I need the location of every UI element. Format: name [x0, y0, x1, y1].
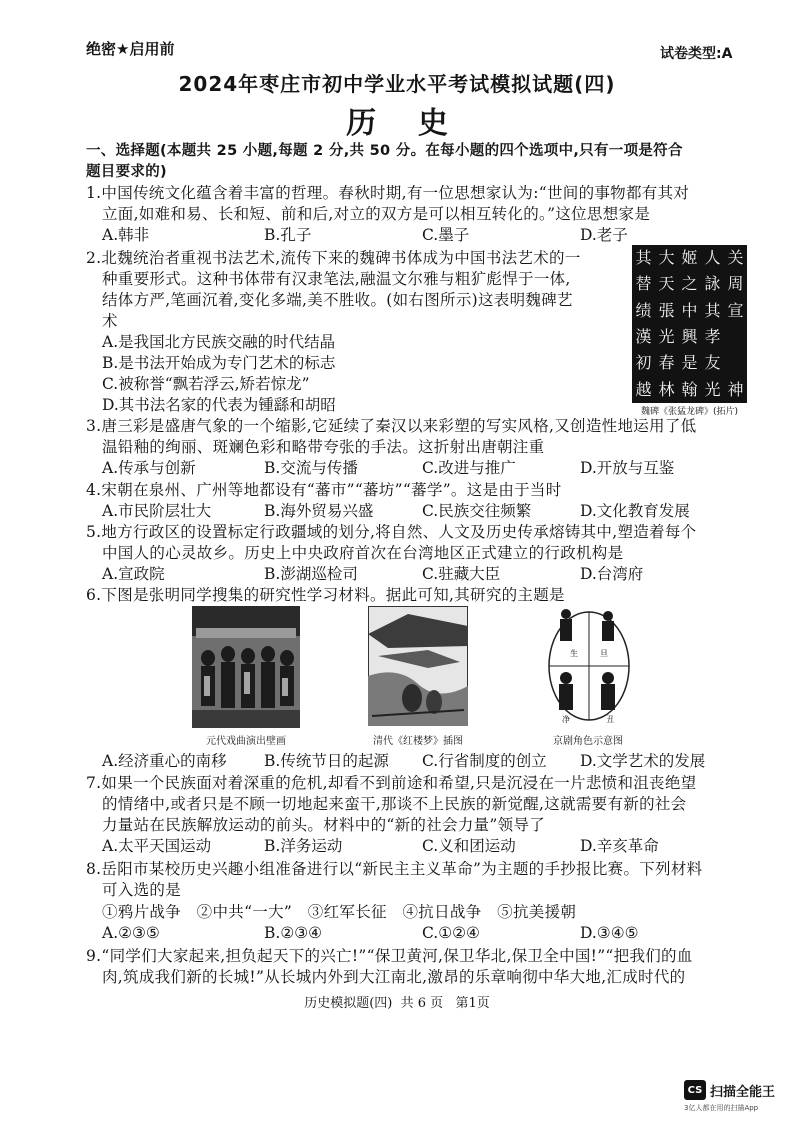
section-heading-cont: 题目要求的) [86, 164, 167, 180]
question-3-text: 3.唐三彩是盛唐气象的一个缩影,它延续了秦汉以来彩塑的写实风格,又创造性地运用了低 [86, 417, 697, 435]
question-3-option-d: D.开放与互鉴 [580, 459, 675, 477]
question-2-text: 术 [102, 312, 118, 330]
question-1-option-c: C.墨子 [422, 226, 470, 244]
question-2-option-c: C.被称誉“飘若浮云,矫若惊龙” [102, 375, 310, 393]
page-footer: 历史模拟题(四) 共 6 页 第1页 [304, 996, 490, 1011]
paper-type: 试卷类型:A [660, 46, 733, 62]
question-4-option-b: B.海外贸易兴盛 [264, 502, 374, 520]
question-5-text: 5.地方行政区的设置标定行政疆域的划分,将自然、人文及历史传承熔铸其中,塑造着每个 [86, 523, 697, 541]
scanner-app-name: 扫描全能王 [710, 1085, 776, 1100]
yuan-opera-mural-image [192, 606, 300, 728]
question-1-text: 1.中国传统文化蕴含着丰富的哲理。春秋时期,有一位思想家认为:“世间的事物都有其对 [86, 184, 690, 202]
peking-opera-roles-caption: 京剧角色示意图 [553, 736, 623, 747]
question-7-option-b: B.洋务运动 [264, 837, 343, 855]
question-8-text: 可入选的是 [102, 881, 182, 899]
question-3-option-c: C.改进与推广 [422, 459, 516, 477]
yuan-opera-mural-caption: 元代戏曲演出壁画 [206, 736, 286, 747]
subject-title: 历 史 [346, 106, 448, 141]
question-5-option-c: C.驻藏大臣 [422, 565, 501, 583]
question-9-text: 肉,筑成我们新的长城!”从长城内外到大江南北,激昂的乐章响彻中华大地,汇成时代的 [102, 968, 686, 986]
role-label-jing: 净 [562, 715, 570, 724]
exam-title: 2024年枣庄市初中学业水平考试模拟试题(四) [178, 72, 616, 96]
question-5-option-b: B.澎湖巡检司 [264, 565, 358, 583]
question-8-materials: ①鸦片战争 ②中共“一大” ③红军长征 ④抗日战争 ⑤抗美援朝 [102, 903, 577, 921]
hongloumeng-illustration-image [368, 606, 468, 726]
question-3-text: 温铅釉的绚丽、斑斓色彩和略带夸张的手法。这折射出唐朝注重 [102, 438, 545, 456]
question-8-text: 8.岳阳市某校历史兴趣小组准备进行以“新民主主义革命”为主题的手抄报比赛。下列材料 [86, 860, 703, 878]
question-5-text: 中国人的心灵故乡。历史上中央政府首次在台湾地区正式建立的行政机构是 [102, 544, 624, 562]
question-2-text: 2.北魏统治者重视书法艺术,流传下来的魏碑书体成为中国书法艺术的一 [86, 249, 581, 267]
peking-opera-roles-diagram [544, 604, 634, 728]
question-2-text: 结体方严,笔画沉着,变化多端,美不胜收。(如右图所示)这表明魏碑艺 [102, 291, 573, 309]
role-label-dan: 旦 [600, 649, 608, 658]
question-4-option-d: D.文化教育发展 [580, 502, 690, 520]
question-1-option-b: B.孔子 [264, 226, 312, 244]
wei-stele-rubbing-image: 其 大 姬 人 关 替 天 之 詠 周 绩 張 中 其 宣 漢 光 興 孝 初 春 是 友 越 林 翰 光 神 [632, 245, 747, 403]
section-heading: 一、选择题(本题共 25 小题,每题 2 分,共 50 分。在每小题的四个选项中,只有一项是符合 [86, 143, 683, 159]
question-7-option-a: A.太平天国运动 [102, 837, 212, 855]
scanner-logo-icon: CS [684, 1080, 706, 1100]
question-3-option-b: B.交流与传播 [264, 459, 358, 477]
question-7-text: 力量站在民族解放运动的前头。材料中的“新的社会力量”领导了 [102, 816, 546, 834]
question-2-option-a: A.是我国北方民族交融的时代结晶 [102, 333, 336, 351]
question-6-option-a: A.经济重心的南移 [102, 752, 227, 770]
question-7-option-d: D.辛亥革命 [580, 837, 659, 855]
question-8-option-c: C.①②④ [422, 924, 480, 942]
question-5-option-a: A.宣政院 [102, 565, 165, 583]
question-1-option-d: D.老子 [580, 226, 628, 244]
question-6-option-c: C.行省制度的创立 [422, 752, 547, 770]
question-4-option-c: C.民族交往频繁 [422, 502, 532, 520]
question-1-text: 立面,如难和易、长和短、前和后,对立的双方是可以相互转化的。”这位思想家是 [102, 205, 651, 223]
question-2-text: 种重要形式。这种书体带有汉隶笔法,融温文尔雅与粗犷彪悍于一体, [102, 270, 571, 288]
question-3-option-a: A.传承与创新 [102, 459, 196, 477]
question-5-option-d: D.台湾府 [580, 565, 644, 583]
role-label-chou: 丑 [606, 715, 614, 724]
question-4-option-a: A.市民阶层壮大 [102, 502, 212, 520]
role-label-sheng: 生 [570, 649, 578, 658]
hongloumeng-illustration-caption: 清代《红楼梦》插图 [373, 736, 463, 747]
confidential-mark: 绝密★启用前 [86, 40, 175, 58]
question-6-text: 6.下图是张明同学搜集的研究性学习材料。据此可知,其研究的主题是 [86, 586, 565, 604]
question-7-text: 的情绪中,或者只是不顾一切地起来蛮干,那谈不上民族的新觉醒,这就需要有新的社会 [102, 795, 687, 813]
question-2-option-b: B.是书法开始成为专门艺术的标志 [102, 354, 336, 372]
question-4-text: 4.宋朝在泉州、广州等地都设有“蕃市”“蕃坊”“蕃学”。这是由于当时 [86, 481, 562, 499]
question-6-option-d: D.文学艺术的发展 [580, 752, 706, 770]
question-8-option-b: B.②③④ [264, 924, 323, 942]
question-7-option-c: C.义和团运动 [422, 837, 516, 855]
question-1-option-a: A.韩非 [102, 226, 150, 244]
question-6-option-b: B.传统节日的起源 [264, 752, 389, 770]
question-2-option-d: D.其书法名家的代表为锺繇和胡昭 [102, 396, 336, 414]
scanner-app-tagline: 3亿人都在用的扫描App [684, 1104, 759, 1112]
question-9-text: 9.“同学们大家起来,担负起天下的兴亡!”“保卫黄河,保卫华北,保卫全中国!”“把我们的血 [86, 947, 693, 965]
wei-stele-caption: 魏碑《张猛龙碑》(拓片) [640, 407, 739, 417]
question-7-text: 7.如果一个民族面对着深重的危机,却看不到前途和希望,只是沉浸在一片悲愤和沮丧绝望 [86, 774, 697, 792]
question-8-option-a: A.②③⑤ [102, 924, 160, 942]
question-8-option-d: D.③④⑤ [580, 924, 639, 942]
